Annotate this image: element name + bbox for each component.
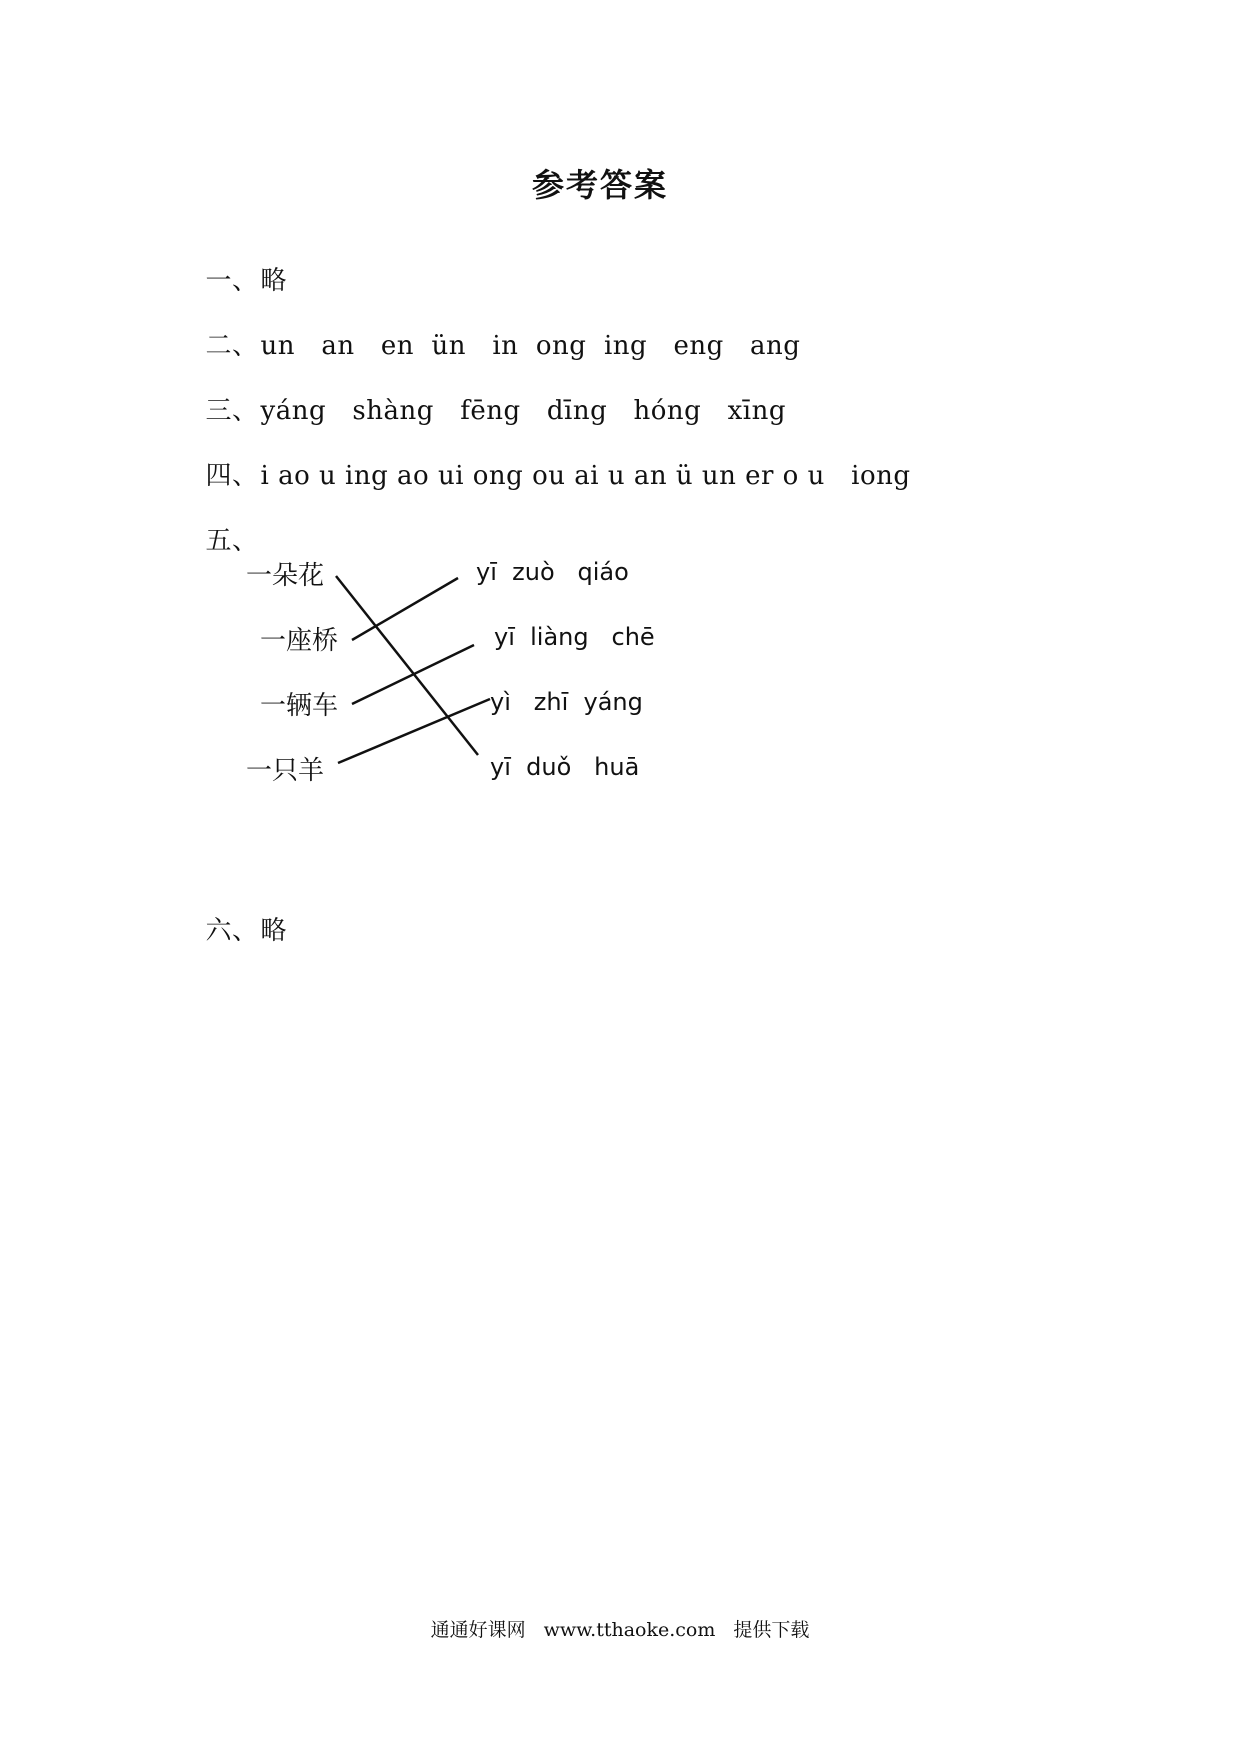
answer-4-text: i ao u ing ao ui ong ou ai u an ü un er o u iong	[260, 461, 911, 491]
match-right-4: yī duǒ huā	[490, 753, 640, 781]
footer	[0, 1615, 1240, 1642]
match-left-3: 一辆车	[260, 691, 339, 721]
answer-1-label: 一、	[205, 266, 259, 296]
answer-5-label: 五、	[205, 526, 259, 556]
answer-6-label: 六、	[205, 916, 259, 946]
connector-line-1	[336, 576, 478, 755]
answer-6-text: 略	[260, 916, 288, 946]
match-right-2: yī liàng chē	[494, 623, 655, 651]
page-title: 参考答案	[531, 166, 668, 204]
answer-2-text: un an en ün in ong ing eng ang	[260, 331, 801, 361]
footer-suffix: 提供下载	[733, 1619, 810, 1641]
footer-url[interactable]: www.tthaoke.com	[543, 1619, 716, 1641]
footer-site-name: 通通好课网	[430, 1619, 526, 1641]
connector-line-2	[352, 578, 458, 640]
answer-4-label: 四、	[205, 461, 259, 491]
connector-line-4	[338, 699, 490, 763]
answer-3-label: 三、	[205, 396, 259, 426]
match-right-3: yì zhī yáng	[490, 688, 643, 716]
answer-2-label: 二、	[205, 331, 259, 361]
answer-6	[188, 880, 287, 947]
connector-line-3	[352, 645, 474, 704]
match-left-4: 一只羊	[246, 756, 325, 786]
answer-3-text: yáng shàng fēng dīng hóng xīng	[260, 396, 786, 426]
match-right-1: yī zuò qiáo	[476, 558, 629, 586]
match-left-1: 一朵花	[246, 561, 325, 591]
match-left-2: 一座桥	[260, 626, 339, 656]
answer-1-text: 略	[260, 266, 288, 296]
